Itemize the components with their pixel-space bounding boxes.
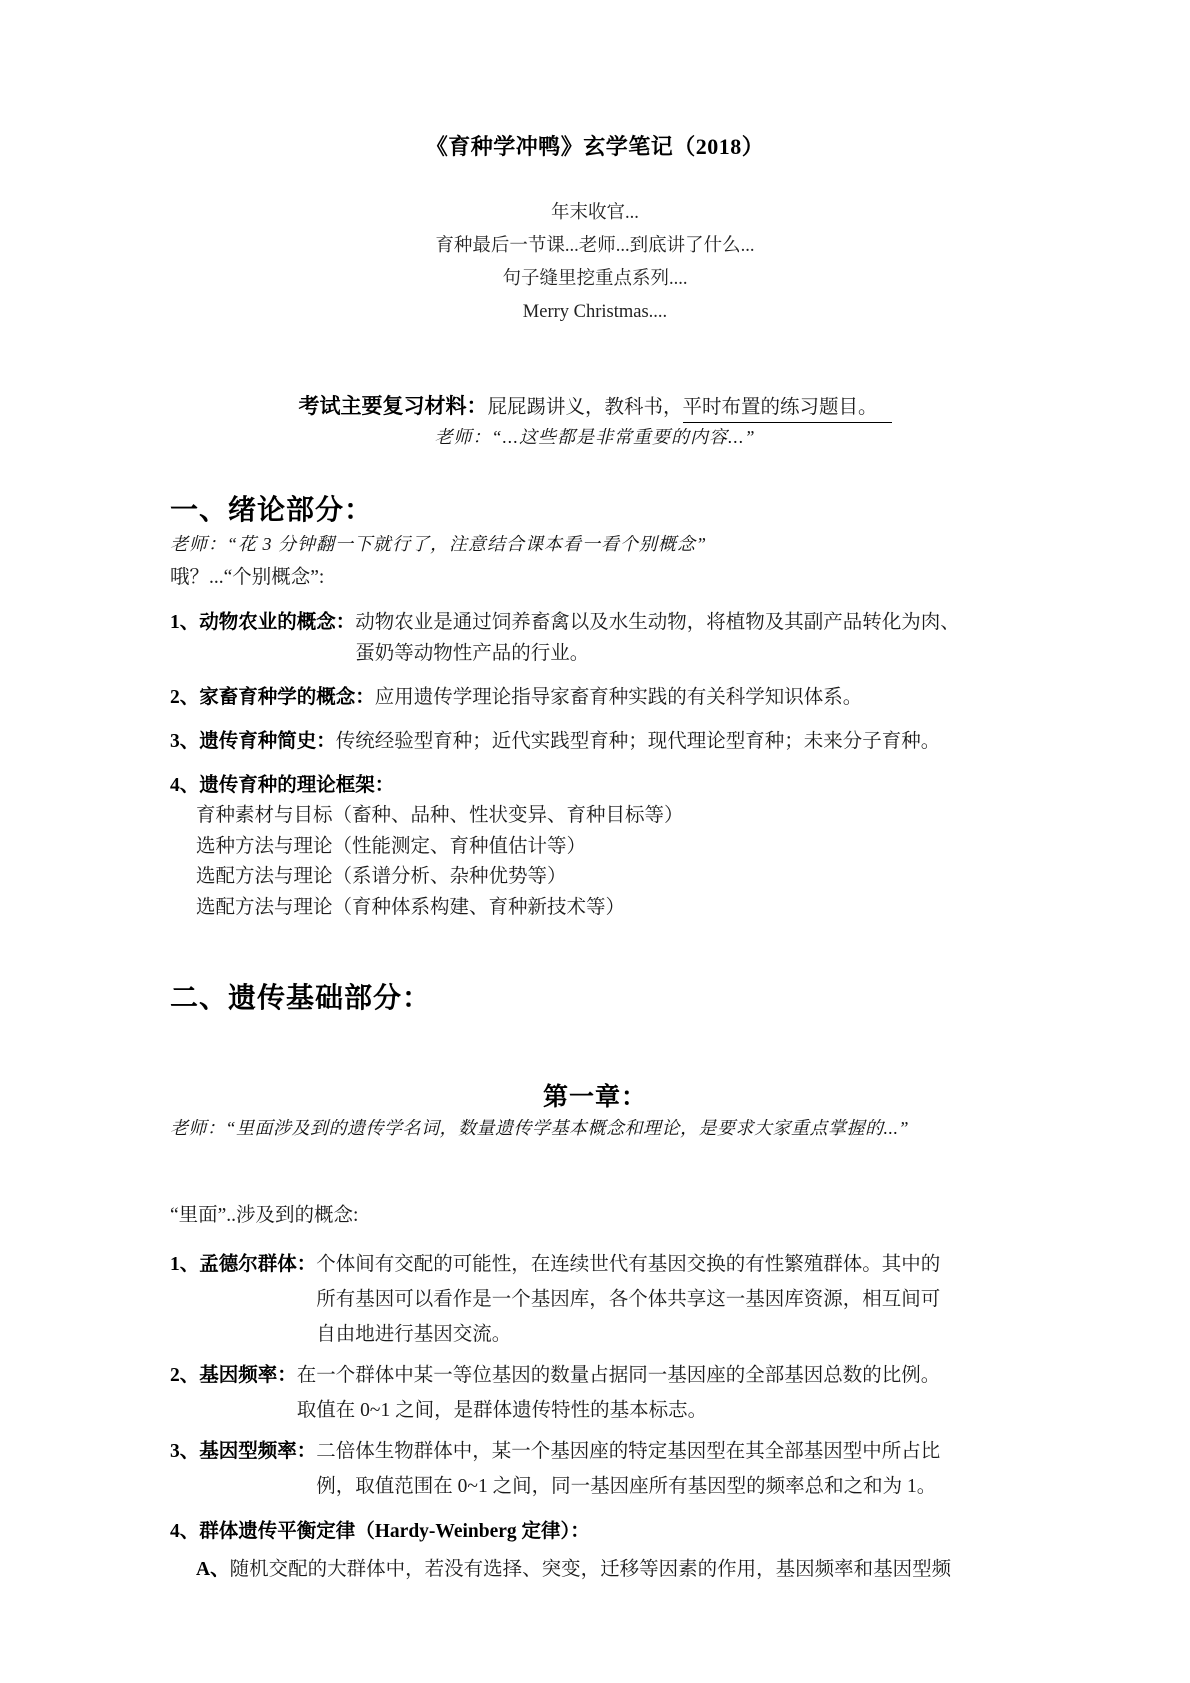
- chapter-1-heading: 第一章：: [542, 1084, 647, 1111]
- list-item-text: [355, 607, 960, 669]
- list-item-text-line: 应用遗传学理论指导家畜育种实践的有关科学知识体系。: [374, 687, 863, 708]
- chapter-1-items: [170, 1247, 1020, 1587]
- list-item-text-line: 传统经验型育种；近代实践型育种；现代理论型育种；未来分子育种。: [335, 731, 941, 752]
- list-item-gene-frequency: [170, 1358, 1020, 1428]
- list-item-text: [297, 1358, 941, 1428]
- list-item-text-line: 二倍体生物群体中，某一个基因座的特定基因型在其全部基因型中所占比: [316, 1440, 941, 1462]
- list-item-label: 1、孟德尔群体：: [170, 1253, 317, 1275]
- reaction-line-chapter-1: “里面”..涉及到的概念:: [170, 1205, 359, 1226]
- hardy-weinberg-sub-item: [196, 1552, 1020, 1587]
- subline: 育种素材与目标（畜种、品种、性状变异、育种目标等）: [196, 805, 684, 826]
- subline: 选配方法与理论（系谱分析、杂种优势等）: [196, 866, 567, 887]
- intro-block: [170, 197, 1020, 329]
- teacher-quote-review: 老师：“...这些都是非常重要的内容...”: [434, 427, 756, 447]
- list-item-text-line: 例，取值范围在 0~1 之间，同一基因座所有基因型的频率总和之和为 1。: [316, 1475, 937, 1497]
- list-item-label: 4、群体遗传平衡定律（Hardy-Weinberg 定律）：: [170, 1520, 590, 1542]
- review-materials-text: 屁屁踢讲义，教科书，: [487, 397, 683, 418]
- list-item-text-line: 所有基因可以看作是一个基因库，各个体共享这一基因库资源，相互间可: [316, 1288, 941, 1310]
- list-item-text-line: 自由地进行基因交流。: [316, 1323, 512, 1345]
- list-item-text-line: 蛋奶等动物性产品的行业。: [355, 643, 590, 664]
- list-item-label: 2、基因频率：: [170, 1364, 297, 1386]
- intro-line-4: Merry Christmas....: [522, 302, 668, 322]
- list-item-label: 3、遗传育种简史：: [170, 731, 336, 752]
- subline: 选种方法与理论（性能测定、育种值估计等）: [196, 835, 587, 857]
- list-item-hardy-weinberg: [170, 1514, 1020, 1587]
- list-item-label: 2、家畜育种学的概念：: [170, 687, 375, 708]
- list-item-text-line: 取值在 0~1 之间，是群体遗传特性的基本标志。: [296, 1399, 708, 1421]
- list-item-text: [375, 682, 863, 713]
- review-materials-label: 考试主要复习材料：: [298, 394, 488, 418]
- list-item-text: [336, 726, 941, 757]
- list-item-breeding-science: [170, 682, 1020, 713]
- list-item-breeding-history: [170, 726, 1020, 757]
- list-item-sublines: [196, 801, 1020, 923]
- list-item-mendel-population: [170, 1247, 1020, 1352]
- teacher-quote-chapter-1: 老师：“里面涉及到的遗传学名词，数量遗传学基本概念和理论，是要求大家重点掌握的...”: [170, 1118, 910, 1138]
- list-item-label: 3、基因型频率：: [170, 1440, 317, 1462]
- subline: 选配方法与理论（育种体系构建、育种新技术等）: [196, 896, 626, 918]
- intro-line-3: 句子缝里挖重点系列....: [502, 269, 688, 289]
- sub-item-text: 随机交配的大群体中，若没有选择、突变，迁移等因素的作用，基因频率和基因型频: [229, 1558, 952, 1580]
- intro-line-2: 育种最后一节课...老师...到底讲了什么...: [435, 236, 755, 256]
- teacher-quote-section-1: 老师：“花 3 分钟翻一下就行了，注意结合课本看一看个别概念”: [170, 534, 708, 554]
- list-item-text: [316, 1434, 940, 1504]
- reaction-line-section-1: 哦？...“个别概念”:: [170, 567, 325, 588]
- list-item-text: [316, 1247, 940, 1352]
- list-item-text-line: 动物农业是通过饲养畜禽以及水生动物，将植物及其副产品转化为肉、: [355, 612, 960, 633]
- review-materials-line: [170, 392, 1020, 423]
- list-item-theory-framework: [170, 770, 1020, 923]
- list-item-text-line: 个体间有交配的可能性，在连续世代有基因交换的有性繁殖群体。其中的: [316, 1253, 941, 1275]
- intro-line-1: 年末收官...: [551, 203, 639, 223]
- list-item-label: 1、动物农业的概念：: [170, 612, 356, 633]
- list-item-label: 4、遗传育种的理论框架：: [170, 775, 395, 796]
- section-1-items: [170, 607, 1020, 923]
- list-item-text-line: 在一个群体中某一等位基因的数量占据同一基因座的全部基因总数的比例。: [296, 1364, 941, 1386]
- list-item-genotype-frequency: [170, 1434, 1020, 1504]
- list-item-animal-agriculture: [170, 607, 1020, 669]
- section-2-heading: 二、遗传基础部分：: [170, 983, 432, 1014]
- review-materials-underlined: 平时布置的练习题目。: [683, 394, 892, 423]
- document-title: 《育种学冲鸭》玄学笔记（2018）: [425, 134, 765, 159]
- section-1-heading: 一、绪论部分：: [170, 495, 374, 526]
- sub-item-label: A、: [196, 1558, 230, 1580]
